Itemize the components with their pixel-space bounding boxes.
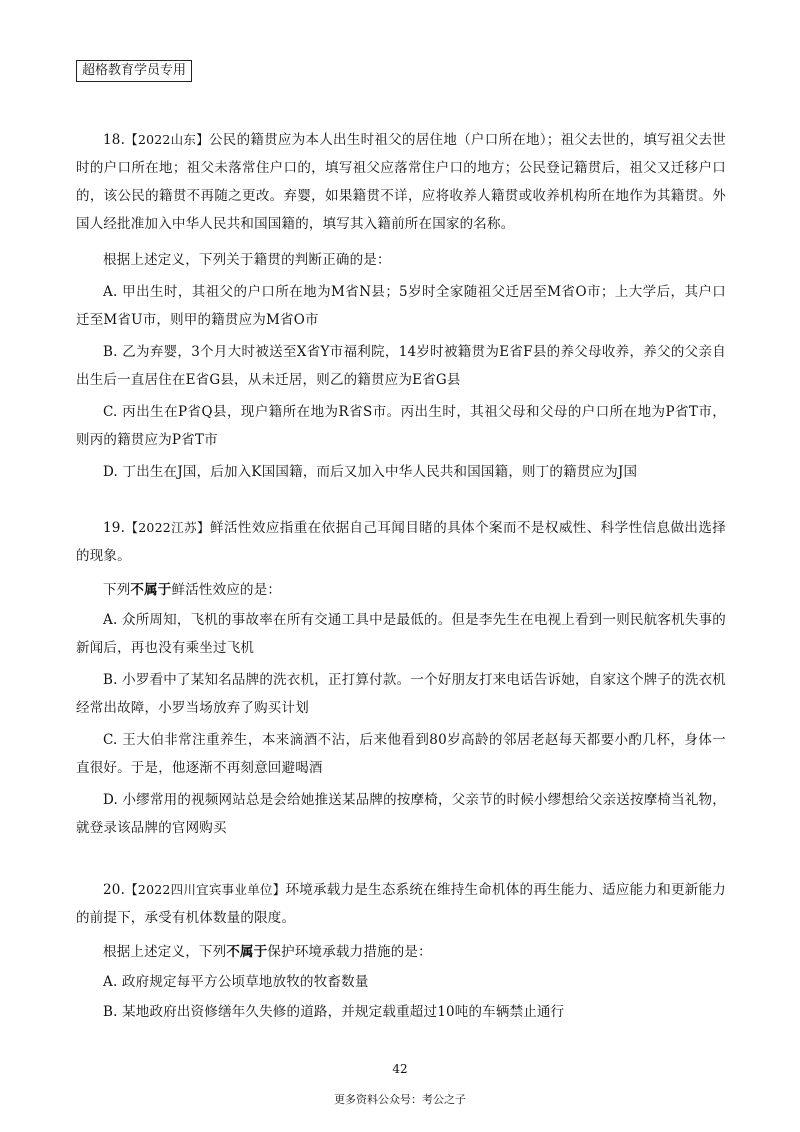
question-text: 鲜活性效应指重在依据自己耳闻目睹的具体个案而不是权威性、科学性信息做出选择的现象。 xyxy=(76,520,726,564)
question-19-option-d: D. 小缪常用的视频网站总是会给她推送某品牌的按摩椅，父亲节的时候小缪想给父亲送按摩椅当礼物，就登录该品牌的官网购买 xyxy=(76,792,726,836)
question-18-option-d: D. 丁出生在J国，后加入K国国籍，而后又加入中华人民共和国国籍，则丁的籍贯应为J国 xyxy=(103,464,638,480)
question-19-option-c: C. 王大伯非常注重养生，本来滴酒不沾，后来他看到80岁高龄的邻居老赵每天都要小酌几杯，身体一直很好。于是，他逐渐不再刻意回避喝酒 xyxy=(76,732,726,776)
question-source-tag: 【2022四川宜宾事业单位】 xyxy=(125,882,286,897)
question-source-tag: 【2022山东】 xyxy=(125,132,209,147)
question-20-prompt xyxy=(76,938,726,966)
prompt-text: 下列 xyxy=(103,582,131,598)
question-20-stem xyxy=(76,876,726,932)
question-19-option-a: A. 众所周知，飞机的事故率在所有交通工具中是最低的。但是李先生在电视上看到一则民航客机失事的新闻后，再也没有乘坐过飞机 xyxy=(76,612,726,656)
header-label: 超格教育学员专用 xyxy=(76,60,192,82)
question-19-option-b: B. 小罗看中了某知名品牌的洗衣机，正打算付款。一个好朋友打来电话告诉她，自家这个牌子的洗衣机经常出故障，小罗当场放弃了购买计划 xyxy=(76,672,726,716)
question-text: 公民的籍贯应为本人出生时祖父的居住地（户口所在地）；祖父去世的，填写祖父去世时的户口所在地；祖父未落常住户口的，填写祖父应落常住户口的地方；公民登记籍贯后，祖父又迁移户口的，该公民的籍贯不再随之更改。弃婴，如果籍贯不详，应将收养人籍贯或收养机构所在地作为其籍贯。外国人经批准加入中华人民共和国国籍的，填写其入籍前所在国家的名称。 xyxy=(76,132,726,232)
question-20-option-a: A. 政府规定每平方公顷草地放牧的牧畜数量 xyxy=(103,974,369,990)
question-number: 18. xyxy=(103,132,126,148)
question-source-tag: 【2022江苏】 xyxy=(125,520,211,535)
question-number: 19. xyxy=(103,520,126,536)
question-19-prompt xyxy=(76,576,726,604)
question-18-prompt: 根据上述定义，下列关于籍贯的判断正确的是： xyxy=(103,252,391,268)
question-18-option-c: C. 丙出生在P省Q县，现户籍所在地为R省S市。丙出生时，其祖父母和父母的户口所在地为P省T市，则丙的籍贯应为P省T市 xyxy=(76,404,726,448)
prompt-emphasis: 不属于 xyxy=(130,582,172,598)
question-18-stem xyxy=(76,126,726,238)
prompt-text: 根据上述定义，下列 xyxy=(103,944,227,960)
question-number: 20. xyxy=(103,882,126,898)
question-18-option-a: A. 甲出生时，其祖父的户口所在地为M省N县；5岁时全家随祖父迁居至M省O市；上大学后，其户口迁至M省U市，则甲的籍贯应为M省O市 xyxy=(76,284,726,328)
page-number: 42 xyxy=(392,1062,408,1076)
prompt-emphasis: 不属于 xyxy=(226,944,268,960)
prompt-text: 鲜活性效应的是： xyxy=(171,582,282,598)
question-18-option-b: B. 乙为弃婴，3个月大时被送至X省Y市福利院，14岁时被籍贯为E省F县的养父母收养，养父的父亲自出生后一直居住在E省G县，从未迁居，则乙的籍贯应为E省G县 xyxy=(76,344,726,388)
question-20-option-b: B. 某地政府出资修缮年久失修的道路，并规定载重超过10吨的车辆禁止通行 xyxy=(103,1004,565,1020)
footer-note: 更多资料公众号：考公之子 xyxy=(334,1093,466,1106)
question-19-stem xyxy=(76,514,726,570)
prompt-text: 保护环境承载力措施的是： xyxy=(267,944,432,960)
question-text: 环境承载力是生态系统在维持生命机体的再生能力、适应能力和更新能力的前提下，承受有机体数量的限度。 xyxy=(76,882,726,926)
